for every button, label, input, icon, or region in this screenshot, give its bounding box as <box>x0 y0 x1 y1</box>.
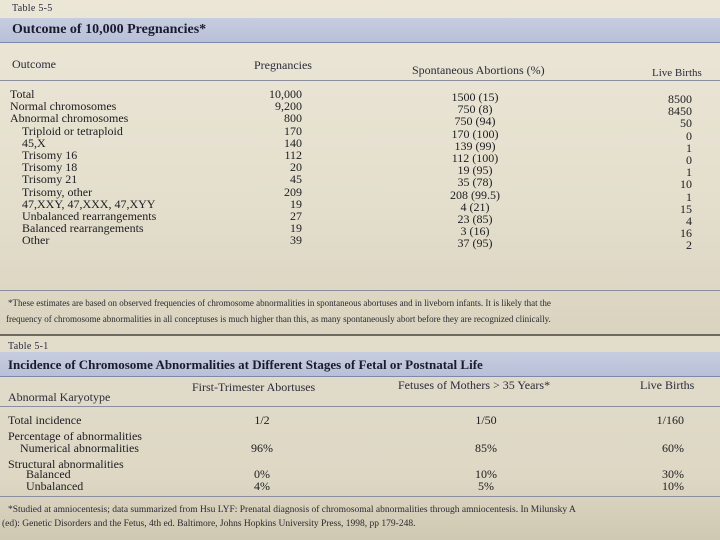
pregnancies-cell: 10,000 <box>269 87 302 101</box>
pregnancies-cell: 19 <box>290 196 302 211</box>
fetuses-35-cell: 10% <box>475 467 497 481</box>
footnote-line-2: (ed): Genetic Disorders and the Fetus, 4th ed. Baltimore, Johns Hopkins University Press, 1998, pp 179-248. <box>2 519 416 529</box>
row-label: Normal chromosomes <box>10 99 117 114</box>
footer-rule <box>0 496 720 497</box>
column-header-fetuses-35: Fetuses of Mothers > 35 Years* <box>398 378 551 392</box>
live-births-cell: 10 <box>680 177 692 192</box>
column-header-live-births: Live Births <box>652 67 702 79</box>
footnote-line-1: *Studied at amniocentesis; data summarized from Hsu LYF: Prenatal diagnosis of chromosomal abnormalities through amniocentesis. In Milunsky A <box>8 505 576 515</box>
column-header-spontaneous-abortions: Spontaneous Abortions (%) <box>412 63 545 77</box>
pregnancies-cell: 45 <box>290 172 302 187</box>
live-births-cell: 8450 <box>668 104 692 119</box>
table-number: Table 5-1 <box>8 341 49 352</box>
live-births-cell: 10% <box>662 479 684 493</box>
spontaneous-abortions-cell: 37 (95) <box>457 236 493 251</box>
spontaneous-abortions-cell: 750 (94) <box>454 114 496 129</box>
live-births-cell: 0 <box>686 128 692 143</box>
pregnancies-cell: 140 <box>284 135 302 150</box>
column-header-outcome: Outcome <box>12 57 56 71</box>
row-label: Triploid or tetraploid <box>22 123 123 138</box>
row-label: Percentage of abnormalities <box>8 429 142 443</box>
fetuses-35-cell: 1/50 <box>475 413 497 427</box>
row-label: Unbalanced <box>26 479 84 493</box>
table-title-bar <box>0 18 720 43</box>
live-births-cell: 1 <box>686 140 692 155</box>
fetuses-35-cell: 85% <box>475 441 497 455</box>
pregnancies-cell: 39 <box>290 233 302 248</box>
first-trimester-cell: 1/2 <box>254 413 270 427</box>
row-label: Trisomy 18 <box>22 160 78 175</box>
row-label: 47,XXY, 47,XXX, 47,XYY <box>22 196 156 211</box>
row-label: Balanced <box>26 467 71 481</box>
spontaneous-abortions-cell: 139 (99) <box>454 138 496 153</box>
column-header-karyotype: Abnormal Karyotype <box>8 390 111 404</box>
spontaneous-abortions-cell: 3 (16) <box>460 224 490 239</box>
spontaneous-abortions-cell: 112 (100) <box>451 151 499 165</box>
live-births-cell: 30% <box>662 467 684 481</box>
column-header-pregnancies: Pregnancies <box>254 58 312 72</box>
spontaneous-abortions-cell: 750 (8) <box>457 102 493 117</box>
column-header-live-births: Live Births <box>640 378 695 392</box>
spontaneous-abortions-cell: 208 (99.5) <box>450 187 500 202</box>
fetuses-35-cell: 5% <box>478 479 494 493</box>
row-label: Numerical abnormalities <box>20 441 139 455</box>
row-label: Unbalanced rearrangements <box>22 209 157 223</box>
footer-rule <box>0 290 720 291</box>
live-births-cell: 1/160 <box>656 413 684 427</box>
pregnancies-cell: 170 <box>284 123 302 138</box>
row-label: Total <box>10 87 35 101</box>
live-births-cell: 2 <box>686 238 692 253</box>
pregnancies-cell: 209 <box>284 184 302 199</box>
spontaneous-abortions-cell: 4 (21) <box>460 199 490 214</box>
first-trimester-cell: 96% <box>251 441 273 455</box>
row-label: Abnormal chromosomes <box>10 111 129 126</box>
table-title: Incidence of Chromosome Abnormalities at Different Stages of Fetal or Postnatal Life <box>8 357 483 372</box>
live-births-cell: 4 <box>686 214 692 228</box>
pregnancies-cell: 112 <box>284 148 302 162</box>
row-label: 45,X <box>22 135 46 150</box>
live-births-cell: 15 <box>680 201 692 216</box>
row-label: Trisomy, other <box>22 184 93 199</box>
table-incidence-abnormalities <box>0 336 720 540</box>
footnote-line-1: *These estimates are based on observed frequencies of chromosome abnormalities in spontaneous abortuses and in liveborn infants. It is likely that the <box>8 298 551 308</box>
table-title: Outcome of 10,000 Pregnancies* <box>12 22 207 37</box>
row-label: Trisomy 16 <box>22 148 78 162</box>
table-title-bar <box>0 352 720 377</box>
first-trimester-cell: 4% <box>254 479 270 493</box>
pregnancies-cell: 800 <box>284 111 302 126</box>
live-births-cell: 1 <box>686 189 692 204</box>
pregnancies-cell: 20 <box>290 160 302 175</box>
spontaneous-abortions-cell: 35 (78) <box>457 175 493 190</box>
spontaneous-abortions-cell: 170 (100) <box>451 126 499 141</box>
spontaneous-abortions-cell: 1500 (15) <box>451 90 499 104</box>
row-label: Trisomy 21 <box>22 172 78 187</box>
pregnancies-cell: 27 <box>290 209 302 223</box>
live-births-cell: 50 <box>680 116 692 131</box>
row-label: Total incidence <box>8 413 82 427</box>
live-births-cell: 8500 <box>668 92 692 106</box>
row-label: Other <box>22 233 50 248</box>
live-births-cell: 1 <box>686 165 692 180</box>
spontaneous-abortions-cell: 19 (95) <box>457 163 493 178</box>
spontaneous-abortions-cell: 23 (85) <box>457 212 493 226</box>
pregnancies-cell: 19 <box>290 221 302 236</box>
table-number: Table 5-5 <box>12 3 53 14</box>
pregnancies-cell: 9,200 <box>275 99 302 114</box>
first-trimester-cell: 0% <box>254 467 270 481</box>
footnote-line-2: frequency of chromosome abnormalities in all conceptuses is much higher than this, as many spontaneously abort before they are recognized clinically. <box>6 314 551 324</box>
column-header-first-trimester: First-Trimester Abortuses <box>192 380 316 394</box>
live-births-cell: 0 <box>686 153 692 167</box>
live-births-cell: 60% <box>662 441 684 455</box>
header-rule <box>0 406 720 407</box>
row-label: Structural abnormalities <box>8 457 124 471</box>
header-rule <box>0 80 720 81</box>
live-births-cell: 16 <box>680 226 692 241</box>
row-label: Balanced rearrangements <box>22 221 144 236</box>
